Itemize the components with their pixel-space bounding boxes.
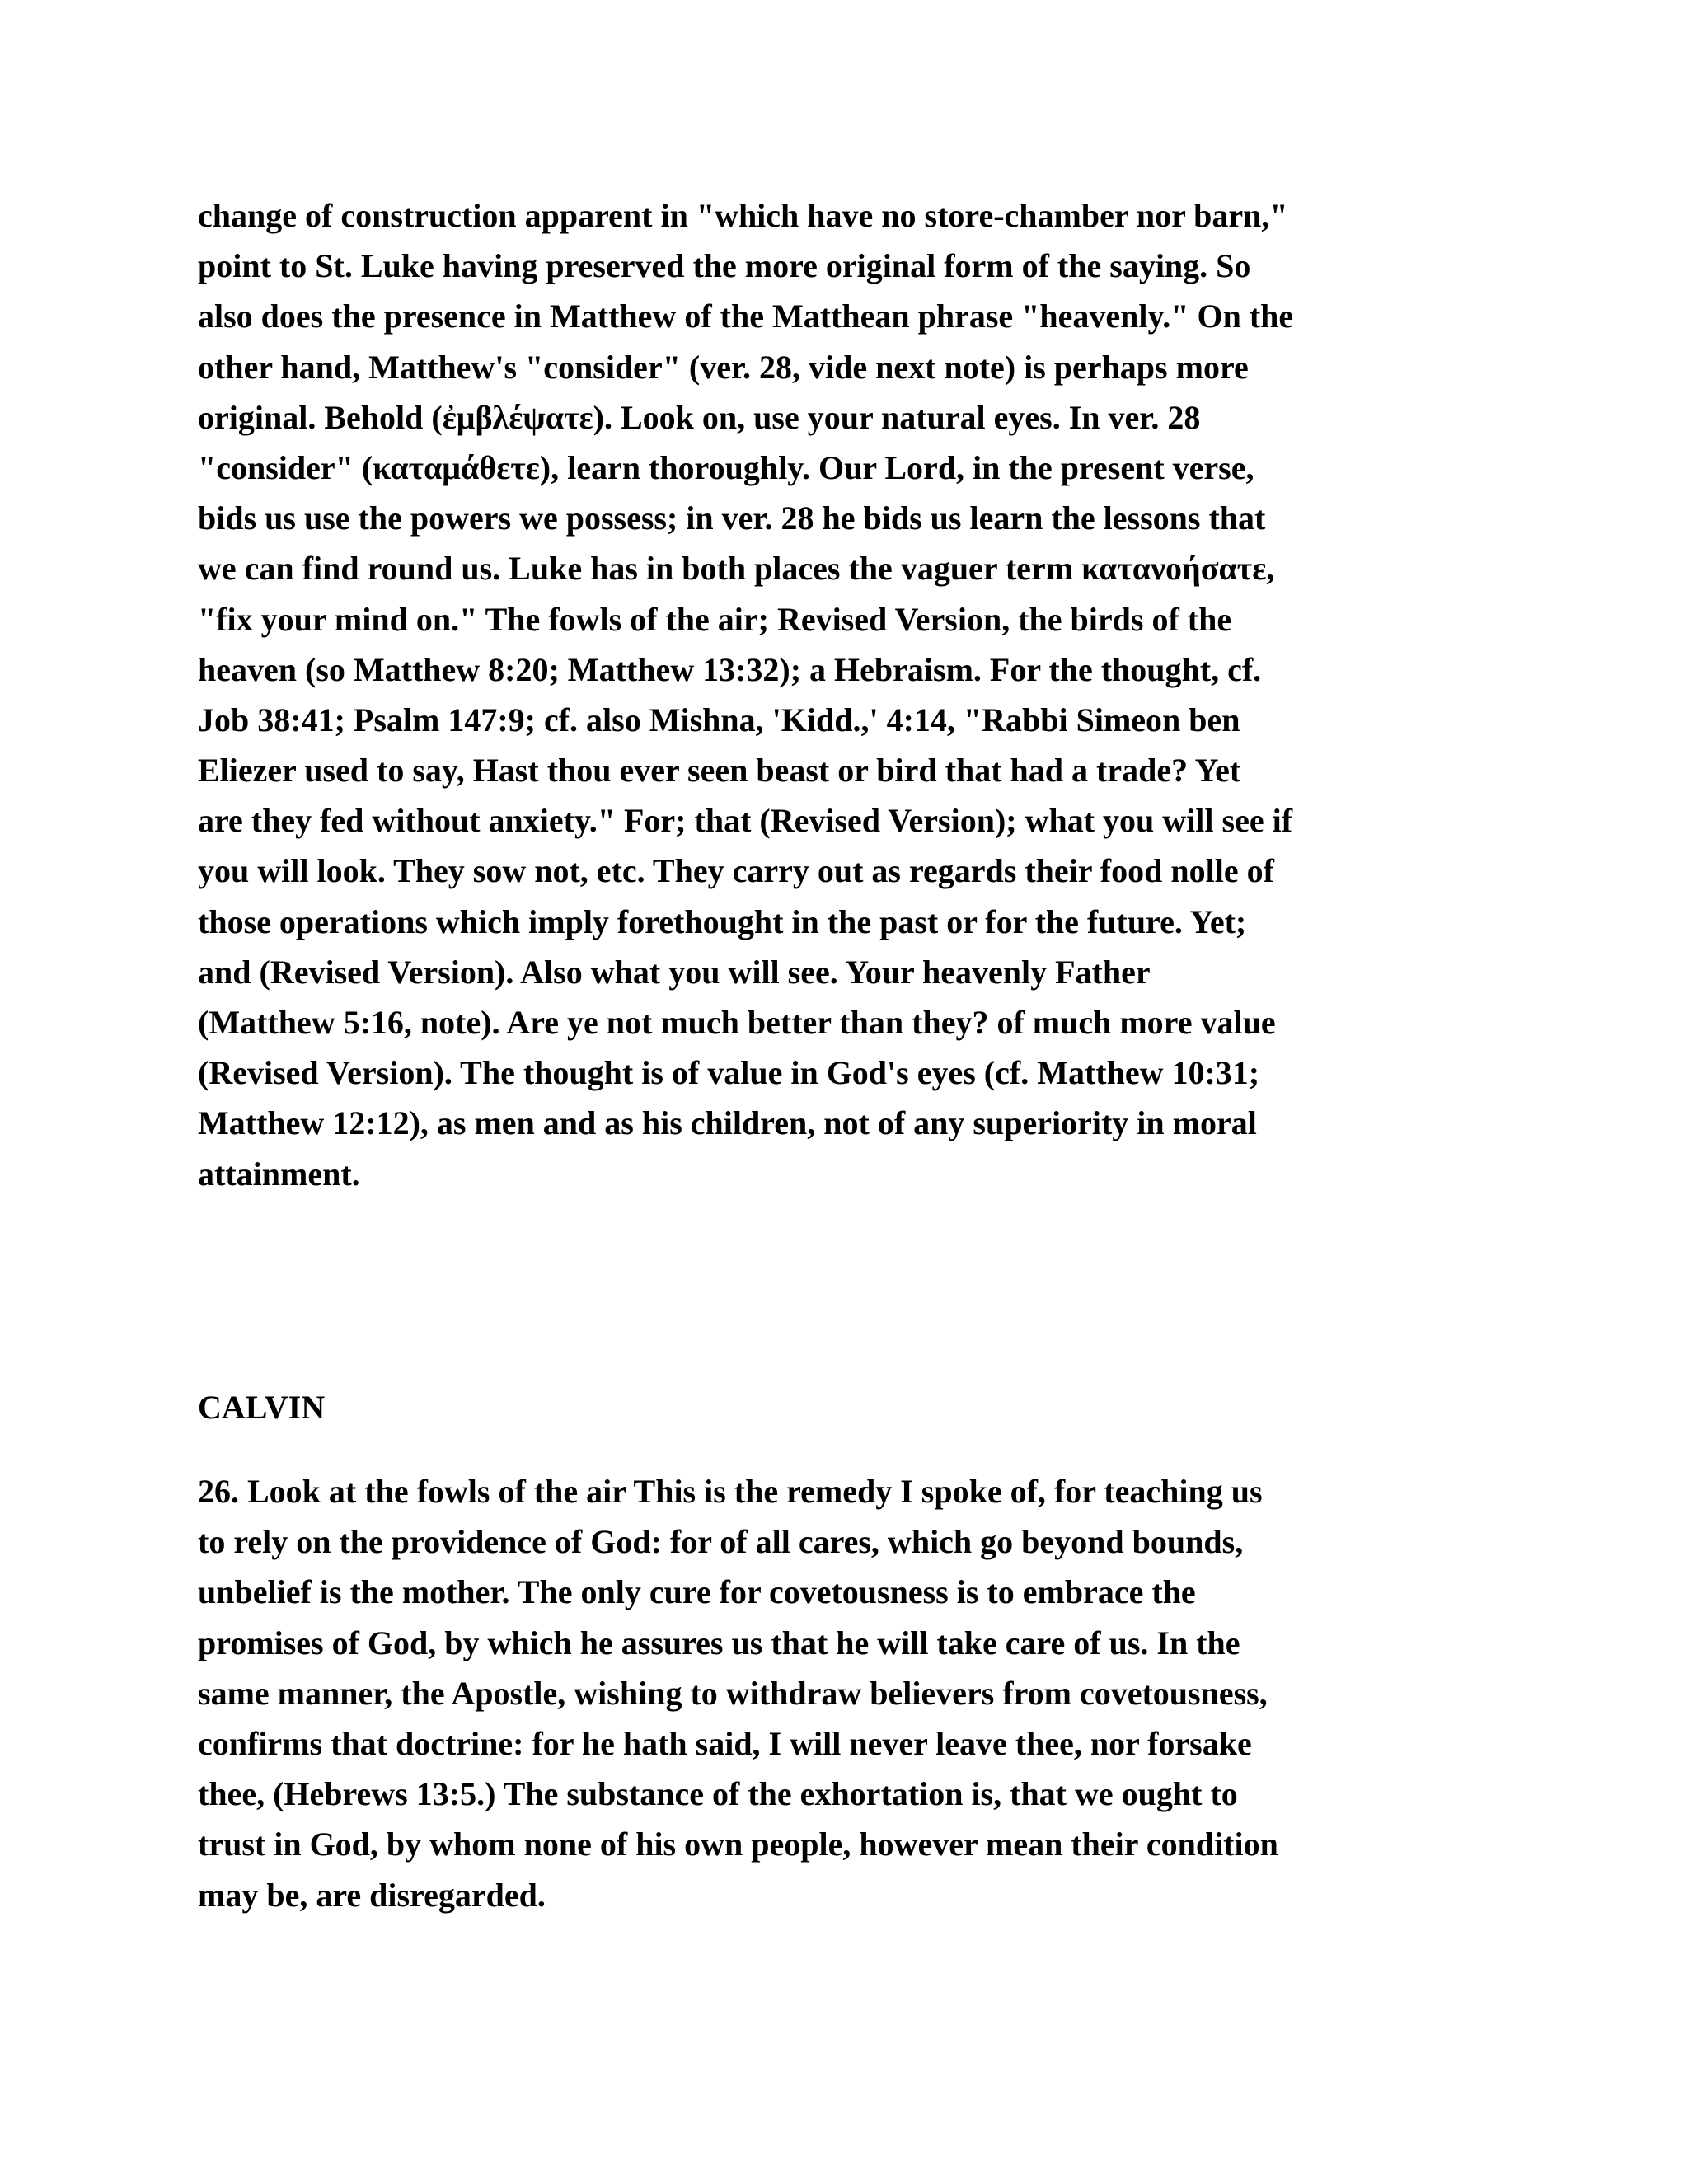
paragraph-line: same manner, the Apostle, wishing to withdraw believers from covetousness, <box>198 1674 1268 1712</box>
paragraph-line: (Matthew 5:16, note). Are ye not much better than they? of much more value <box>198 1004 1276 1041</box>
paragraph-line: heaven (so Matthew 8:20; Matthew 13:32); a Hebraism. For the thought, cf. <box>198 650 1262 688</box>
paragraph-line: also does the presence in Matthew of the Matthean phrase "heavenly." On the <box>198 298 1294 335</box>
paragraph-line: confirms that doctrine: for he hath said, I will never leave thee, nor forsake <box>198 1724 1252 1762</box>
paragraph-line: point to St. Luke having preserved the more original form of the saying. So <box>198 247 1251 285</box>
paragraph-line: "consider" (καταμάθετε), learn thoroughly. Our Lord, in the present verse, <box>198 448 1254 486</box>
paragraph-line: are they fed without anxiety." For; that (Revised Version); what you will see if <box>198 802 1293 840</box>
calvin-section-heading <box>198 1382 1500 1432</box>
paragraph-line: 26. Look at the fowls of the air This is the remedy I spoke of, for teaching us <box>198 1473 1263 1510</box>
paragraph-line: trust in God, by whom none of his own people, however mean their condition <box>198 1825 1278 1863</box>
paragraph-line: we can find round us. Luke has in both places the vaguer term κατανοήσατε, <box>198 550 1275 588</box>
paragraph-line: Eliezer used to say, Hast thou ever seen beast or bird that had a trade? Yet <box>198 752 1241 790</box>
paragraph-line: (Revised Version). The thought is of value in God's eyes (cf. Matthew 10:31; <box>198 1054 1260 1092</box>
paragraph-line: those operations which imply forethought in the past or for the future. Yet; <box>198 902 1247 940</box>
paragraph-line: unbelief is the mother. The only cure for covetousness is to embrace the <box>198 1573 1196 1611</box>
paragraph-line: change of construction apparent in "which have no store-chamber nor barn," <box>198 197 1288 234</box>
paragraph-line: promises of God, by which he assures us that he will take care of us. In the <box>198 1624 1240 1661</box>
paragraph-line: thee, (Hebrews 13:5.) The substance of the exhortation is, that we ought to <box>198 1775 1238 1813</box>
paragraph-line: Job 38:41; Psalm 147:9; cf. also Mishna, 'Kidd.,' 4:14, "Rabbi Simeon ben <box>198 701 1240 738</box>
paragraph-line: other hand, Matthew's "consider" (ver. 28, vide next note) is perhaps more <box>198 348 1249 386</box>
paragraph-line: you will look. They sow not, etc. They carry out as regards their food nolle of <box>198 852 1274 890</box>
paragraph-line: to rely on the providence of God: for of all cares, which go beyond bounds, <box>198 1523 1244 1561</box>
section-heading-text: CALVIN <box>198 1389 326 1426</box>
paragraph-line: "fix your mind on." The fowls of the air; Revised Version, the birds of the <box>198 600 1232 638</box>
paragraph-line: bids us use the powers we possess; in ver. 28 he bids us learn the lessons that <box>198 499 1266 537</box>
calvin-commentary-paragraph <box>198 1466 1500 1920</box>
paragraph-line: may be, are disregarded. <box>198 1876 546 1914</box>
paragraph-line: attainment. <box>198 1155 360 1193</box>
paragraph-line: original. Behold (ἐμβλέψατε). Look on, use your natural eyes. In ver. 28 <box>198 398 1201 436</box>
pulpit-commentary-paragraph <box>198 190 1500 1199</box>
paragraph-line: and (Revised Version). Also what you will see. Your heavenly Father <box>198 953 1151 991</box>
paragraph-line: Matthew 12:12), as men and as his children, not of any superiority in moral <box>198 1104 1257 1142</box>
